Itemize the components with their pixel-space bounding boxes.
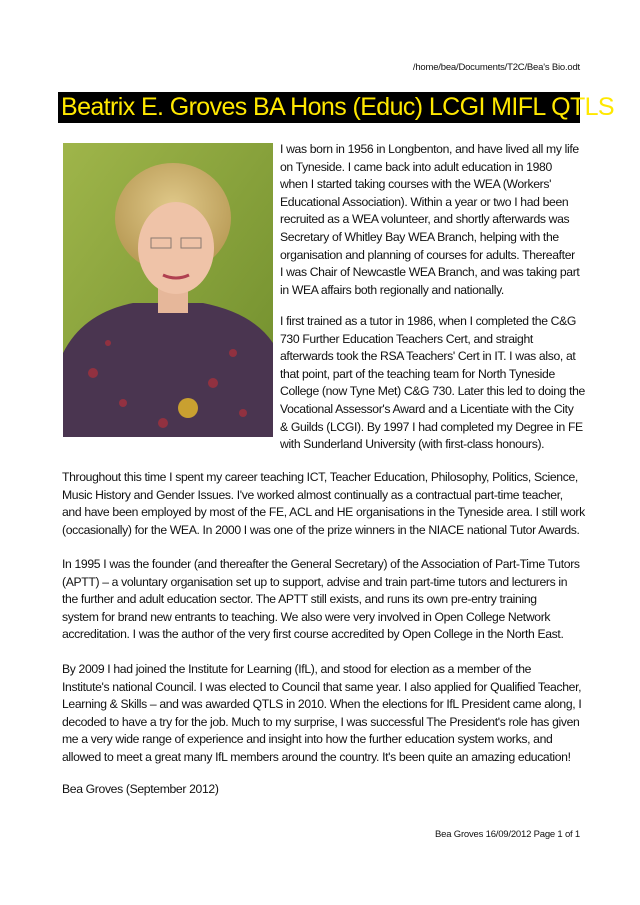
- text-line: I was born in 1956 in Longbenton, and have lived all my life: [280, 142, 579, 156]
- text-line: College (now Tyne Met) C&G 730. Later this led to doing the: [280, 384, 585, 399]
- text-line: me a very wide range of experience and insight into how the further education system works, and: [62, 732, 553, 747]
- text-line: (occasionally) for the WEA. In 2000 I was one of the prize winners in the NIACE national Tutor Awards.: [62, 522, 580, 537]
- text-line: (APTT) – a voluntary organisation set up to support, advise and train part-time tutors and lecturers in: [62, 574, 568, 589]
- text-line: and have been employed by most of the FE, ACL and HE organisations in the Tyneside area. I still work: [62, 505, 585, 520]
- text-line: Throughout this time I spent my career teaching ICT, Teacher Education, Philosophy, Politics, Science,: [62, 470, 578, 484]
- text-line: Learning & Skills – and was awarded QTLS in 2010. When the elections for IfL President came along, I: [62, 697, 582, 712]
- paragraph-career: [62, 469, 585, 539]
- text-line: in WEA affairs both regionally and nationally.: [280, 282, 504, 297]
- text-line: I first trained as a tutor in 1986, when I completed the C&G: [280, 314, 577, 328]
- text-line: I was Chair of Newcastle WEA Branch, and was taking part: [280, 265, 580, 280]
- text-line: when I started taking courses with the WEA (Workers': [280, 177, 552, 192]
- text-line: allowed to meet a great many IfL members around the country. It's been quite an amazing education!: [62, 749, 571, 764]
- text-line: & Guilds (LCGI). By 1997 I had completed my Degree in FE: [280, 419, 583, 434]
- text-line: decoded to have a try for the job. Much to my surprise, I was successful The President's role has given: [62, 714, 580, 729]
- text-line: system for brand new entrants to teaching. We also were very involved in Open College Network: [62, 609, 551, 624]
- signature-text: Bea Groves (September 2012): [62, 782, 219, 796]
- page-footer: Bea Groves 16/09/2012 Page 1 of 1: [435, 829, 580, 840]
- text-line: accreditation. I was the author of the very first course accredited by Open College in the North East.: [62, 627, 564, 642]
- file-path-header: /home/bea/Documents/T2C/Bea's Bio.odt: [412, 62, 580, 73]
- text-line: that point, part of the teaching team for North Tyneside: [280, 366, 555, 381]
- text-line: Institute's national Council. I was elected to Council that same year. I also applied for Qualified Teacher,: [62, 679, 582, 694]
- paragraph-early-life: [280, 141, 579, 299]
- paragraph-ifl: [62, 661, 581, 767]
- text-line: recruited as a WEA volunteer, and shortly afterwards was: [280, 212, 570, 227]
- portrait-photo: [63, 143, 273, 437]
- text-line: In 1995 I was the founder (and thereafter the General Secretary) of the Association of Part-Time Tutors: [62, 557, 580, 571]
- text-line: organisation and planning of courses for adults. Thereafter: [280, 247, 575, 262]
- paragraph-aptt: [62, 556, 580, 644]
- text-line: the further and adult education sector. The APTT still exists, and runs its own pre-entry training: [62, 592, 537, 607]
- text-line: 730 Further Education Teachers Cert, and straight: [280, 331, 533, 346]
- text-line: on Tyneside. I came back into adult education in 1980: [280, 159, 552, 174]
- text-line: afterwards took the RSA Teachers' Cert in IT. I was also, at: [280, 349, 576, 364]
- text-line: with Sunderland University (with first-class honours).: [280, 437, 545, 452]
- page-title: Beatrix E. Groves BA Hons (Educ) LCGI MIFL QTLS: [58, 92, 580, 123]
- text-line: By 2009 I had joined the Institute for Learning (IfL), and stood for election as a member of the: [62, 662, 532, 676]
- text-line: Educational Association). Within a year or two I had been: [280, 194, 569, 209]
- text-line: Music History and Gender Issues. I've worked almost continually as a contractual part-time teacher,: [62, 487, 563, 502]
- text-line: Secretary of Whitley Bay WEA Branch, helping with the: [280, 229, 559, 244]
- paragraph-training: [280, 313, 585, 454]
- signature: [62, 781, 219, 799]
- text-line: Vocational Assessor's Award and a Licentiate with the City: [280, 401, 574, 416]
